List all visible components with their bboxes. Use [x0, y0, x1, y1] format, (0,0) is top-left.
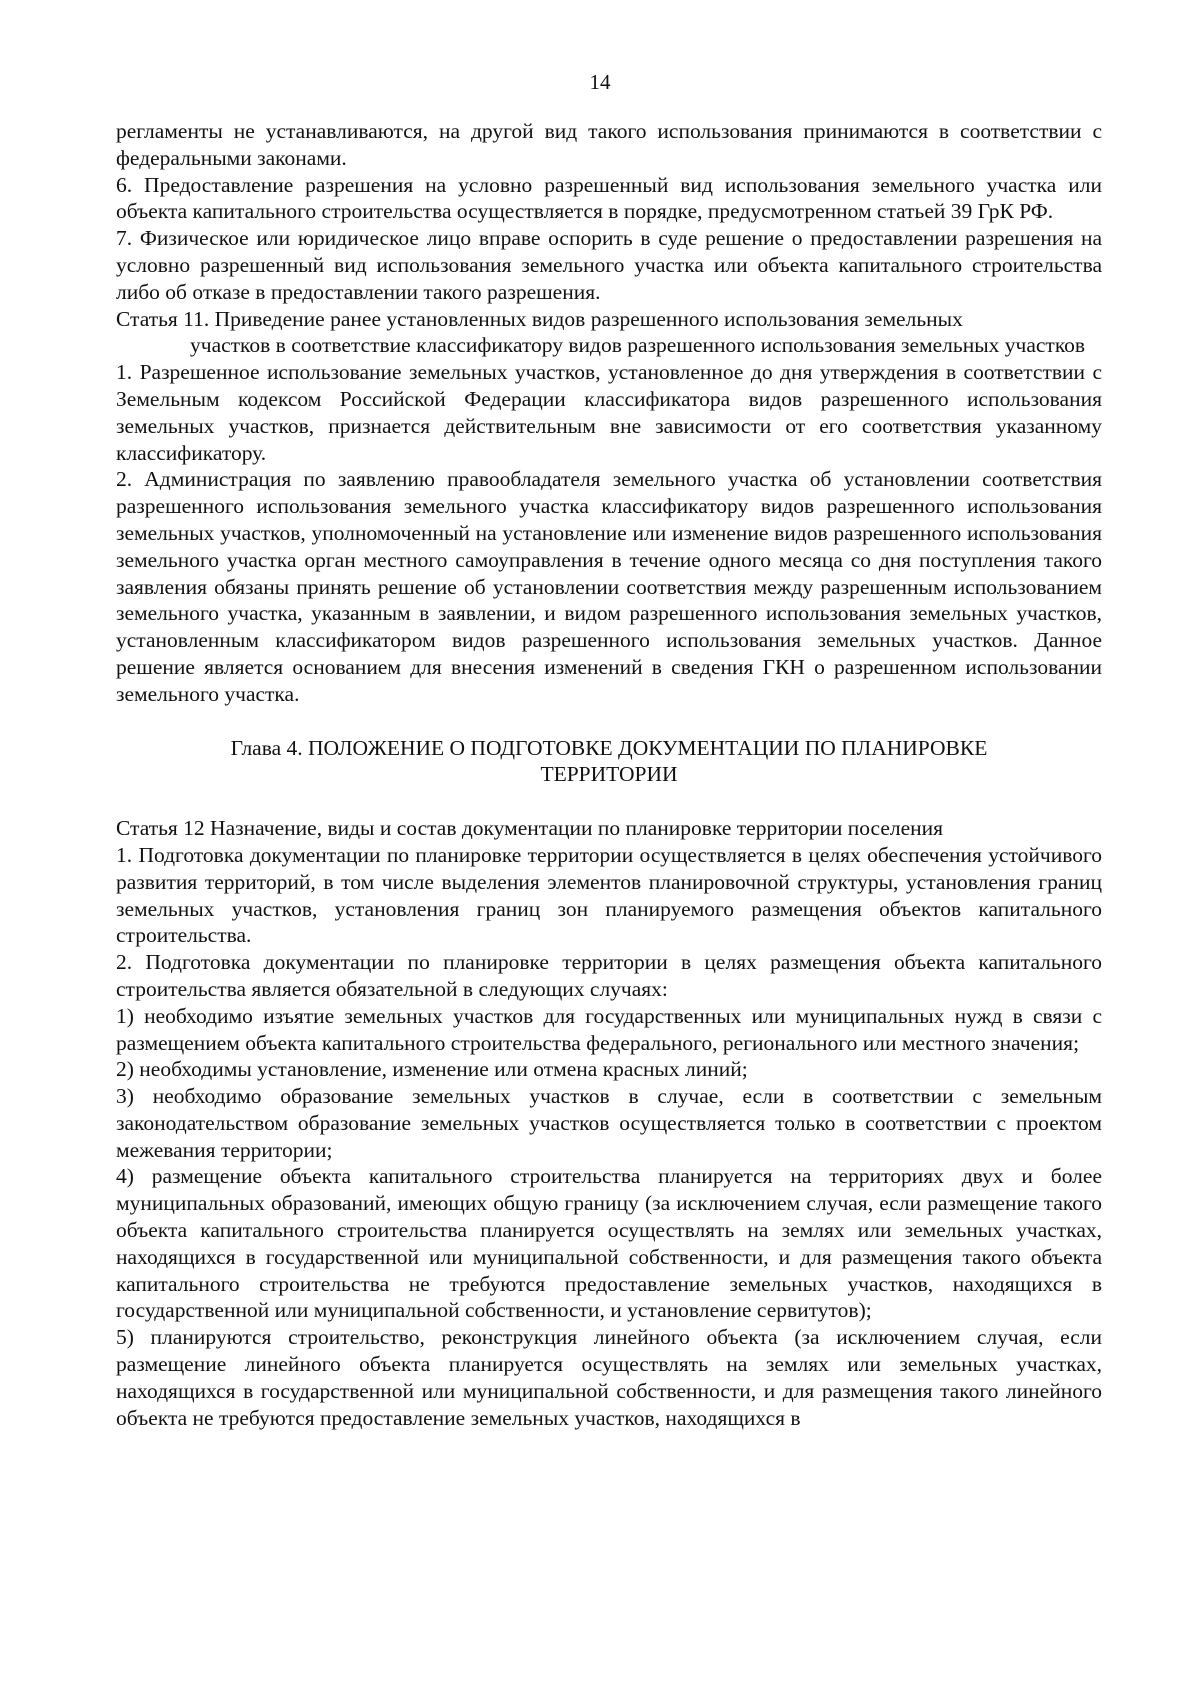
chapter-title-line2: ТЕРРИТОРИИ	[540, 762, 678, 787]
spacer	[116, 788, 1102, 815]
chapter-title-line1: Глава 4. ПОЛОЖЕНИЕ О ПОДГОТОВКЕ ДОКУМЕНТАЦИИ ПО ПЛАНИРОВКЕ	[230, 735, 988, 760]
list-item: 3) необходимо образование земельных участков в случае, если в соответствии с земельным законодательством образование земельных участков осуществляется только в соответствии с проектом межевания территории;	[116, 1084, 1102, 1162]
article-11-heading-rest: участков в соответствие классификатору видов разрешенного использования земельных участков	[190, 333, 1086, 358]
page-number: 14	[589, 70, 611, 94]
chapter-title	[116, 735, 1102, 789]
article-11-heading	[116, 306, 1102, 360]
paragraph: 1. Подготовка документации по планировке территории осуществляется в целях обеспечения устойчивого развития территорий, в том числе выделения элементов планировочной структуры, установления границ земельных участков, установления границ зон планируемого размещения объектов капитального строительства.	[116, 842, 1102, 948]
article-11-heading-first: Статья 11. Приведение ранее установленных видов разрешенного использования земельных	[116, 306, 963, 331]
paragraph: 1. Разрешенное использование земельных участков, установленное до дня утверждения в соответствии с Земельным кодексом Российской Федерации классификатора видов разрешенного использования земельных участков, признается действительным вне зависимости от его соответствия указанному классификатору.	[116, 360, 1102, 465]
document-body	[116, 118, 1102, 1431]
paragraph: 7. Физическое или юридическое лицо вправе оспорить в суде решение о предоставлении разрешения на условно разрешенный вид использования земельного участка или объекта капитального строительства либо об отказе в предоставлении такого разрешения.	[116, 226, 1102, 304]
paragraph: 6. Предоставление разрешения на условно разрешенный вид использования земельного участка или объекта капитального строительства осуществляется в порядке, предусмотренном статьей 39 ГрК РФ.	[116, 172, 1102, 224]
list-item: 5) планируются строительство, реконструкция линейного объекта (за исключением случая, если размещение линейного объекта планируется осуществлять на землях или земельных участках, находящихся в государственной или муниципальной собственности, и для размещения такого линейного объекта не требуются предоставление земельных участков, находящихся в	[116, 1325, 1102, 1430]
list-item: 1) необходимо изъятие земельных участков для государственных или муниципальных нужд в связи с размещением объекта капитального строительства федерального, регионального или местного значения;	[116, 1003, 1102, 1055]
list-item: 4) размещение объекта капитального строительства планируется на территориях двух и более муниципальных образований, имеющих общую границу (за исключением случая, если размещение такого объекта капитального строительства планируется осуществлять на землях или земельных участках, находящихся в государственной или муниципальной собственности, и для размещения такого объекта капитального строительства не требуются предоставление земельных участков, находящихся в государственной или муниципальной собственности, и установление сервитутов);	[116, 1164, 1102, 1323]
article-12-heading: Статья 12 Назначение, виды и состав документации по планировке территории поселения	[116, 816, 944, 841]
paragraph: 2. Подготовка документации по планировке территории в целях размещения объекта капитального строительства является обязательной в следующих случаях:	[116, 950, 1102, 1001]
paragraph: регламенты не устанавливаются, на другой вид такого использования принимаются в соответствии с федеральными законами.	[116, 119, 1102, 170]
list-item: 2) необходимы установление, изменение или отмена красных линий;	[116, 1057, 748, 1082]
paragraph: 2. Администрация по заявлению правообладателя земельного участка об установлении соответствия разрешенного использования земельного участка классификатору видов разрешенного использования земельных участков, уполномоченный на установление или изменение видов разрешенного использования земельного участка орган местного самоуправления в течение одного месяца со дня поступления такого заявления обязаны принять решение об установлении соответствия между разрешенным использованием земельного участка, указанным в заявлении, и видом разрешенного использования земельных участков, установленным классификатором видов разрешенного использования земельных участков. Данное решение является основанием для внесения изменений в сведения ГКН о разрешенном использовании земельного участка.	[116, 467, 1102, 706]
